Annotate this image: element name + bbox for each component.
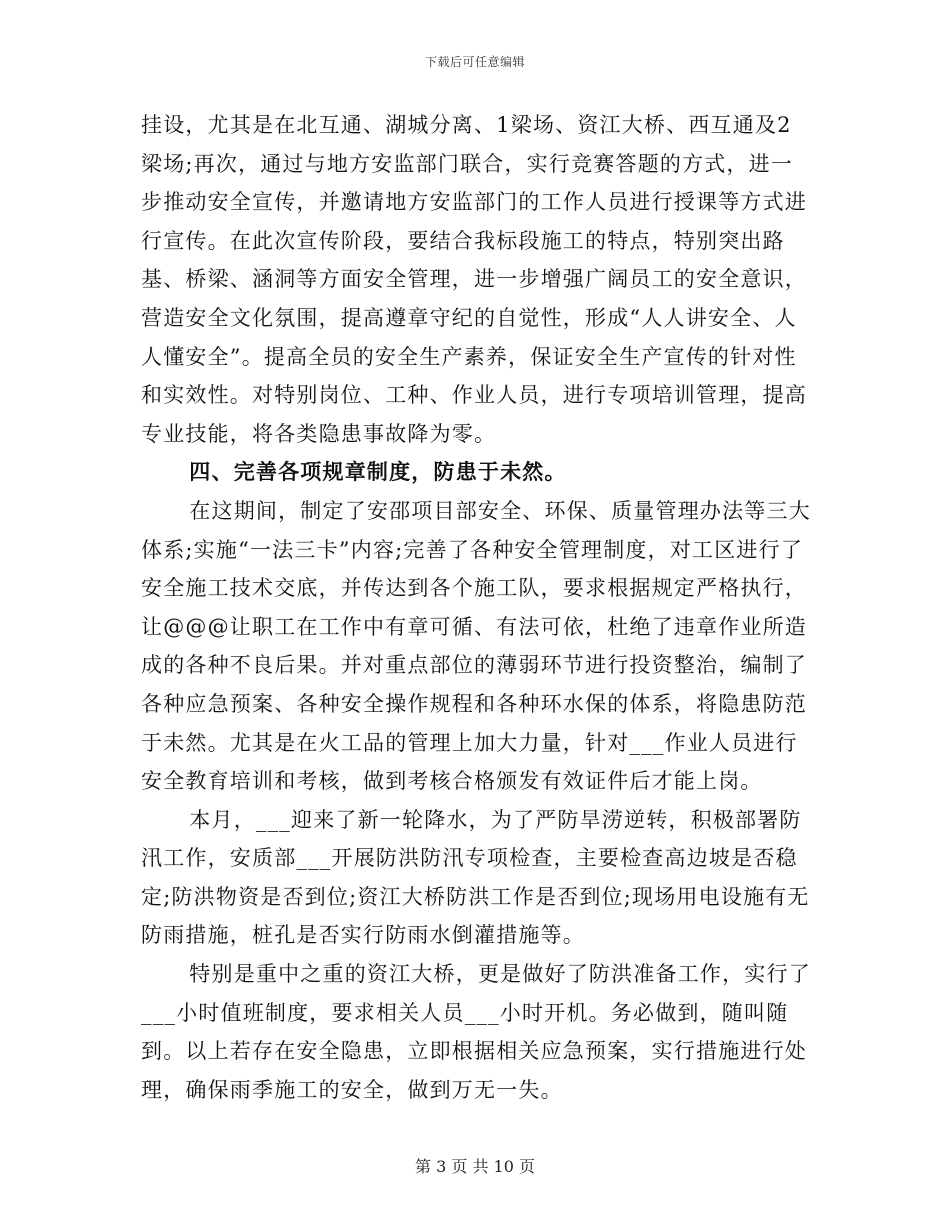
document-body [141, 106, 811, 1109]
paragraph-safety-promotion: 挂设，尤其是在北互通、湖城分离、1梁场、资江大桥、西互通及2梁场;再次，通过与地方安监部门联合，实行竞赛答题的方式，进一步推动安全宣传，并邀请地方安监部门的工作人员进行授课等方式进行宣传。在此次宣传阶段，要结合我标段施工的特点，特别突出路基、桥梁、涵洞等方面安全管理，进一步增强广阔员工的安全意识，营造安全文化氛围，提高遵章守纪的自觉性，形成“人人讲安全、人人懂安全”。提高全员的安全生产素养，保证安全生产宣传的针对性和实效性。对特别岗位、工种、作业人员，进行专项培训管理，提高专业技能，将各类隐患事故降为零。 [141, 113, 807, 446]
paragraph-management-systems: 在这期间，制定了安邵项目部安全、环保、质量管理办法等三大体系;实施“一法三卡”内容;完善了各种安全管理制度，对工区进行了安全施工技术交底，并传达到各个施工队，要求根据规定严格执行，让@@@让职工在工作中有章可循、有法可依，杜绝了违章作业所造成的各种不良后果。并对重点部位的薄弱环节进行投资整治，编制了各种应急预案、各种安全操作规程和各种环水保的体系，将隐患防范于未然。尤其是在火工品的管理上加大力量，针对___作业人员进行安全教育培训和考核，做到考核合格颁发有效证件后才能上岗。 [141, 498, 811, 794]
page-number: 第 3 页 共 10 页 [415, 1157, 535, 1176]
paragraph-flood-prevention: 本月，___迎来了新一轮降水，为了严防旱涝逆转，积极部署防汛工作，安质部___开展防洪防汛专项检查，主要检查高边坡是否稳定;防洪物资是否到位;资江大桥防洪工作是否到位;现场用电设施有无防雨措施，桩孔是否实行防雨水倒灌措施等。 [141, 807, 810, 948]
download-edit-note: 下载后可任意编辑 [424, 55, 525, 69]
section-heading-regulations: 四、完善各项规章制度，防患于未然。 [189, 459, 567, 485]
paragraph-bridge-duty: 特别是重中之重的资江大桥，更是做好了防洪准备工作，实行了___小时值班制度，要求相关人员___小时开机。务必做到，随叫随到。以上若存在安全隐患，立即根据相关应急预案，实行措施进行处理，确保雨季施工的安全，做到万无一失。 [141, 962, 811, 1102]
